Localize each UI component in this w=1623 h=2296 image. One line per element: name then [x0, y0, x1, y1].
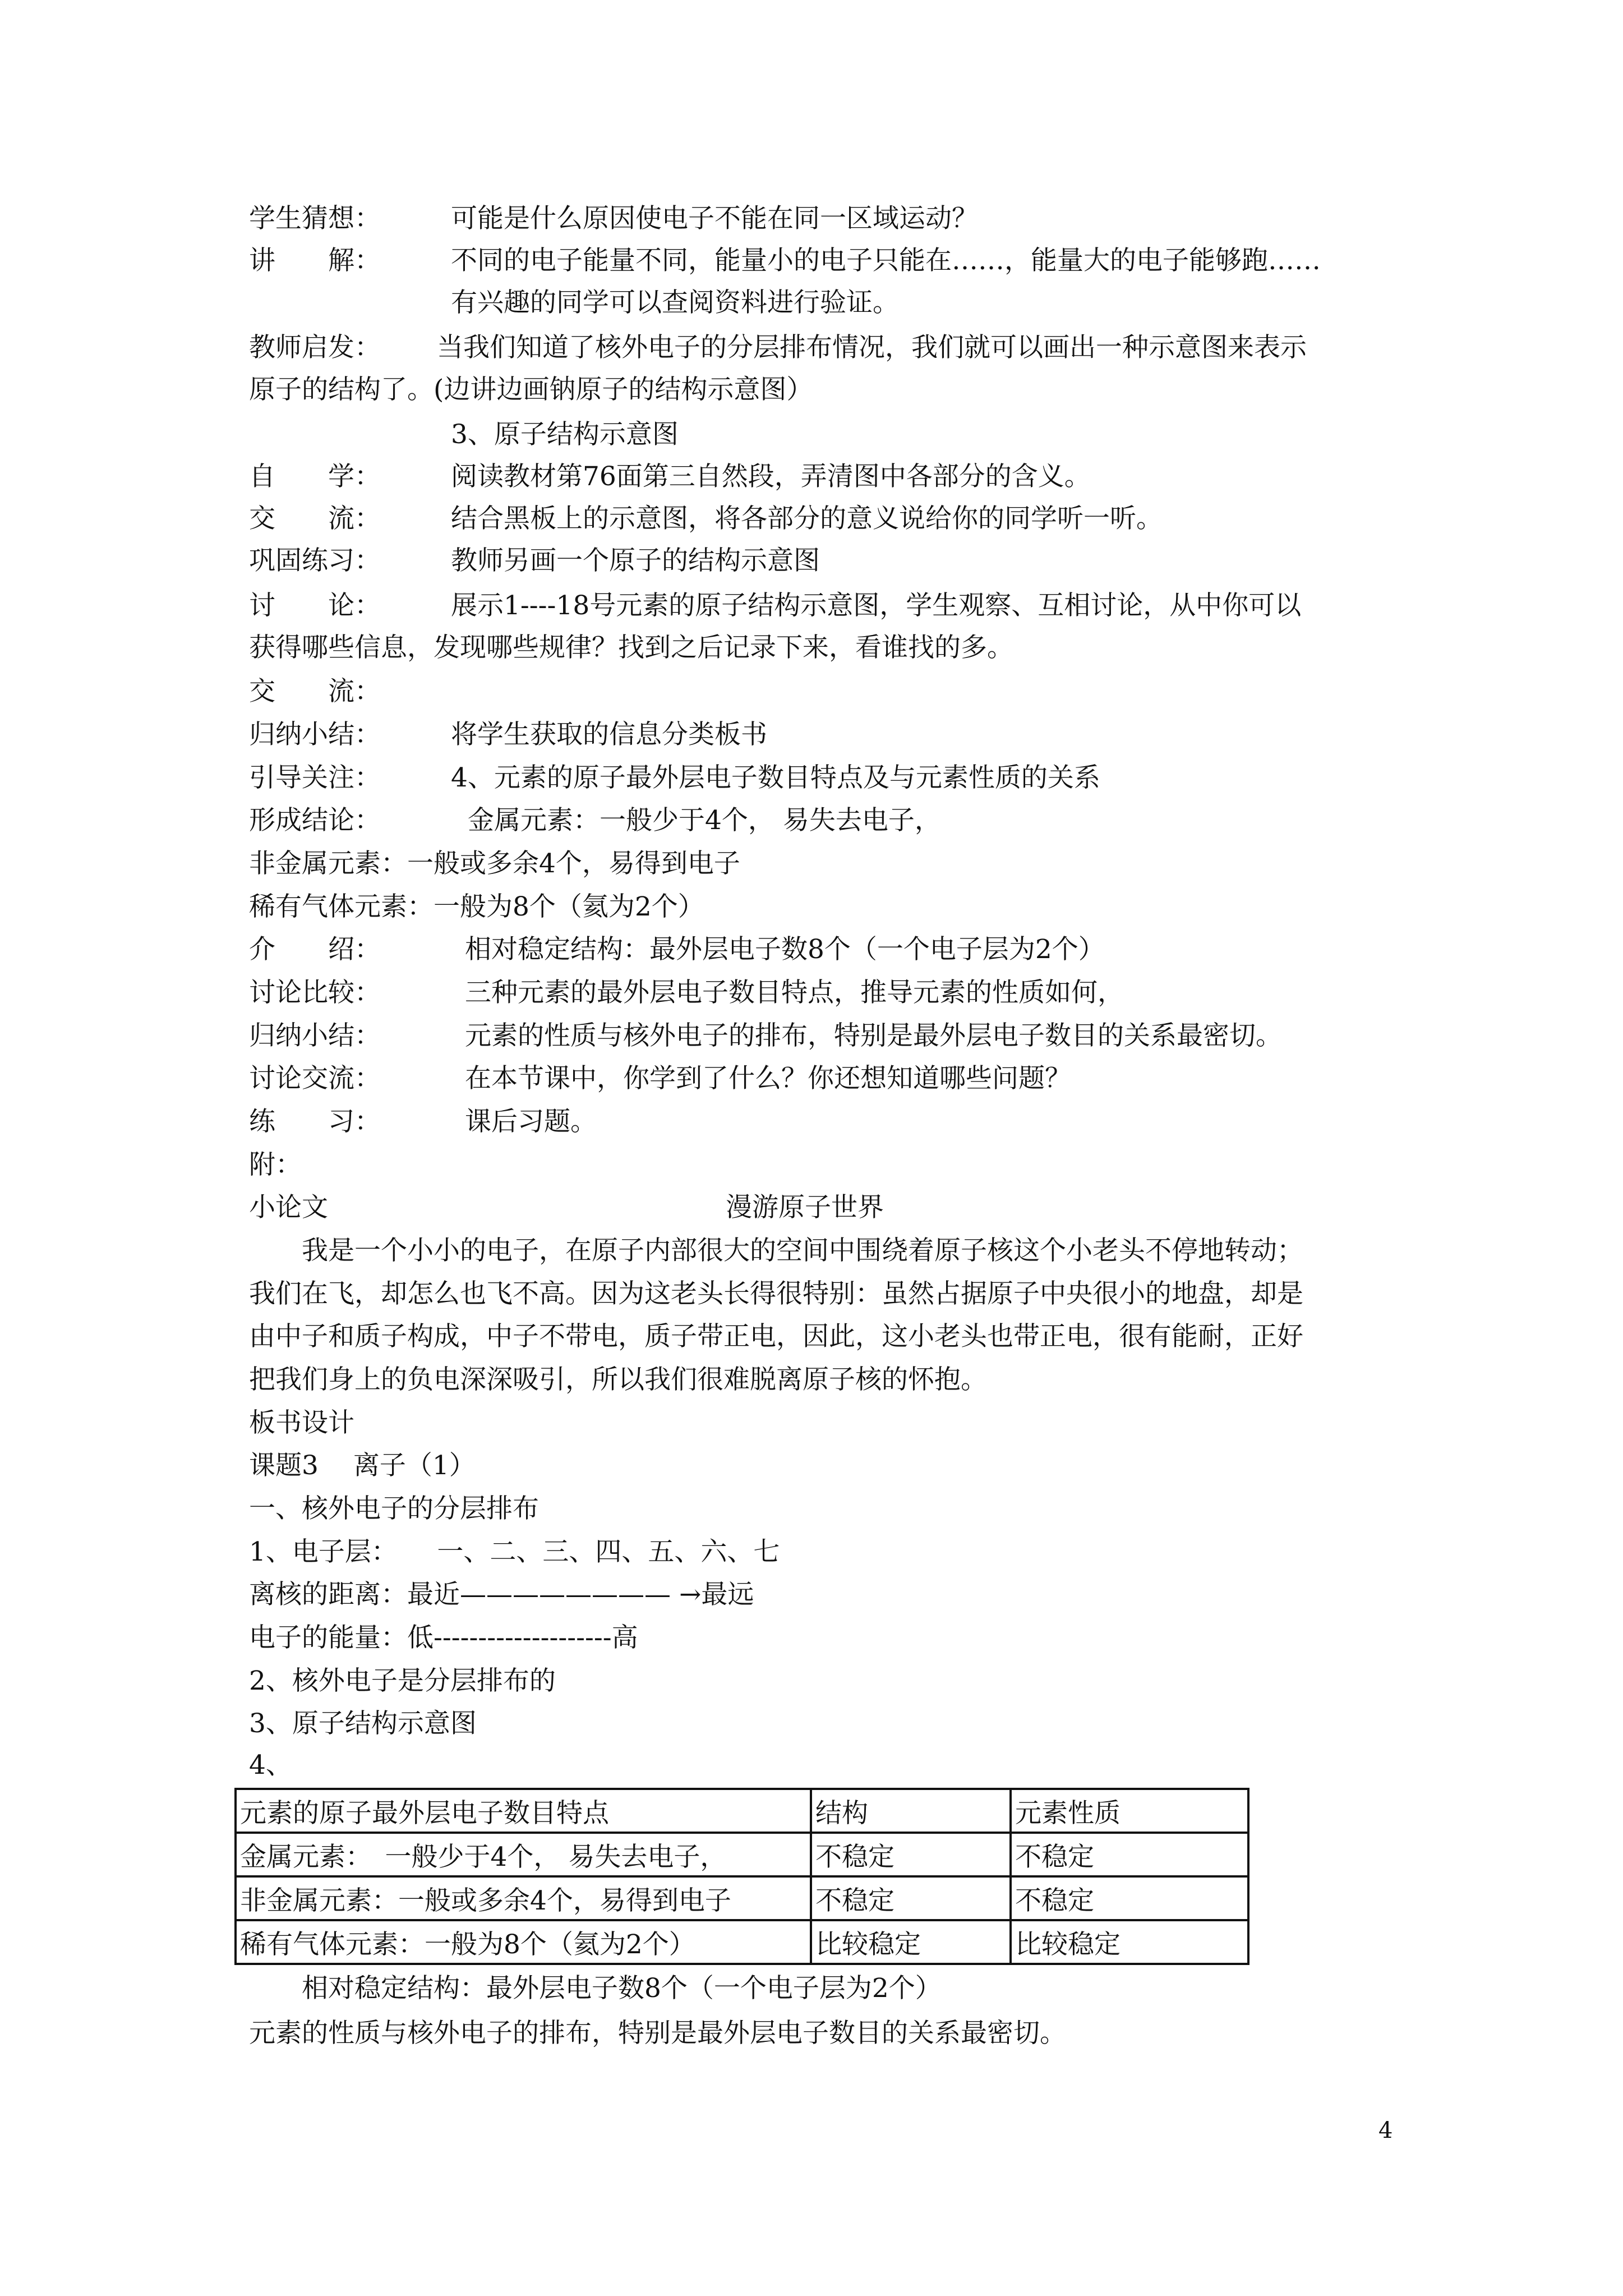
line-text: 相对稳定结构：最外层电子数8个（一个电子层为2个） — [465, 934, 1105, 965]
table-row — [236, 1876, 1248, 1920]
table-header-cell: 结构 — [811, 1789, 1011, 1833]
line-text: 电子的能量：低--------------------高 — [249, 1622, 638, 1653]
page-number: 4 — [1378, 2118, 1393, 2143]
essay-title: 漫游原子世界 — [726, 1192, 884, 1223]
text-line — [249, 973, 1427, 1013]
text-line — [249, 930, 1427, 969]
text-line — [249, 715, 1427, 754]
table-cell: 不稳定 — [811, 1876, 1011, 1920]
text-line — [249, 1404, 1427, 1443]
line-text: 元素的性质与核外电子的排布，特别是最外层电子数目的关系最密切。 — [465, 1020, 1282, 1051]
text-line — [249, 2014, 1427, 2053]
table-cell: 稀有气体元素：一般为8个（氦为2个） — [236, 1920, 811, 1964]
text-line — [249, 1059, 1427, 1098]
table-header-cell: 元素性质 — [1011, 1789, 1248, 1833]
text-line — [249, 241, 1427, 280]
table-cell: 比较稳定 — [1011, 1920, 1248, 1964]
line-text: 展示1----18号元素的原子结构示意图，学生观察、互相讨论，从中你可以 — [451, 590, 1302, 621]
table-row — [236, 1920, 1248, 1964]
line-text: 4、元素的原子最外层电子数目特点及与元素性质的关系 — [451, 762, 1100, 793]
text-line — [249, 1575, 1427, 1614]
text-line — [249, 1746, 1427, 1785]
text-line — [249, 1662, 1427, 1701]
line-text: 原子的结构了。(边讲边画钠原子的结构示意图） — [249, 374, 813, 405]
line-label: 归纳小结： — [249, 719, 381, 750]
text-line — [249, 586, 1427, 625]
line-text: 1、电子层： 一、二、三、四、五、六、七 — [249, 1536, 780, 1567]
line-label: 交 流： — [249, 503, 381, 534]
line-label: 自 学： — [249, 461, 381, 492]
text-line — [249, 370, 1427, 409]
text-line — [249, 1317, 1427, 1356]
line-label: 引导关注： — [249, 762, 381, 793]
text-line — [249, 1274, 1427, 1314]
table-row — [236, 1833, 1248, 1876]
line-text: 课题3 离子（1） — [249, 1450, 476, 1481]
line-text: 相对稳定结构：最外层电子数8个（一个电子层为2个） — [249, 1973, 942, 2004]
text-line — [249, 1360, 1427, 1400]
text-line — [249, 283, 1427, 323]
table-cell: 不稳定 — [1011, 1876, 1248, 1920]
essay-line: 我们在飞，却怎么也飞不高。因为这老头长得很特别：虽然占据原子中央很小的地盘，却是 — [249, 1278, 1303, 1309]
line-text: 金属元素：一般少于4个， 易失去电子， — [468, 805, 941, 836]
line-text: 有兴趣的同学可以查阅资料进行验证。 — [451, 287, 899, 318]
text-line — [249, 1231, 1427, 1271]
table-header-row — [236, 1789, 1248, 1833]
line-label: 归纳小结： — [249, 1020, 381, 1051]
line-text: 不同的电子能量不同，能量小的电子只能在……，能量大的电子能够跑…… — [451, 245, 1321, 276]
line-label: 教师启发： — [249, 332, 381, 363]
line-label: 形成结论： — [249, 805, 381, 836]
line-text: 非金属元素：一般或多余4个，易得到电子 — [249, 848, 740, 879]
text-line — [249, 1489, 1427, 1529]
text-line — [249, 199, 1427, 238]
text-line — [249, 628, 1427, 668]
line-text: 4、 — [249, 1750, 292, 1780]
line-label: 讨 论： — [249, 590, 381, 621]
table-cell: 比较稳定 — [811, 1920, 1011, 1964]
line-text: 将学生获取的信息分类板书 — [451, 719, 767, 750]
line-text: 当我们知道了核外电子的分层排布情况，我们就可以画出一种示意图来表示 — [437, 332, 1307, 363]
text-line — [249, 887, 1427, 927]
line-text: 三种元素的最外层电子数目特点，推导元素的性质如何， — [465, 977, 1124, 1008]
text-line — [249, 801, 1427, 840]
line-text: 2、核外电子是分层排布的 — [249, 1665, 556, 1696]
text-line — [249, 499, 1427, 539]
table-cell: 不稳定 — [1011, 1833, 1248, 1876]
line-text: 获得哪些信息，发现哪些规律？找到之后记录下来，看谁找的多。 — [249, 632, 1013, 663]
line-label: 讲 解： — [249, 245, 381, 276]
essay-line: 把我们身上的负电深深吸引，所以我们很难脱离原子核的怀抱。 — [249, 1364, 987, 1395]
essay-line: 我是一个小小的电子，在原子内部很大的空间中围绕着原子核这个小老头不停地转动； — [249, 1235, 1303, 1266]
section-heading: 3、原子结构示意图 — [451, 419, 679, 450]
line-text: 阅读教材第76面第三自然段，弄清图中各部分的含义。 — [451, 461, 1091, 492]
essay-line: 由中子和质子构成，中子不带电，质子带正电，因此，这小老头也带正电，很有能耐，正好 — [249, 1321, 1303, 1352]
line-text: 稀有气体元素：一般为8个（氦为2个） — [249, 891, 704, 922]
line-text: 可能是什么原因使电子不能在同一区域运动？ — [451, 203, 978, 234]
text-line — [249, 415, 1427, 454]
line-label: 练 习： — [249, 1106, 381, 1137]
text-line — [249, 1533, 1427, 1572]
text-line — [249, 1618, 1427, 1658]
line-text: 3、原子结构示意图 — [249, 1708, 477, 1739]
line-label: 学生猜想： — [249, 203, 381, 234]
line-label: 交 流： — [249, 676, 381, 707]
line-label: 讨论交流： — [249, 1063, 381, 1094]
table-cell: 非金属元素：一般或多余4个，易得到电子 — [236, 1876, 811, 1920]
text-line — [249, 1016, 1427, 1056]
text-line — [249, 457, 1427, 496]
text-line — [249, 844, 1427, 884]
line-text: 元素的性质与核外电子的排布，特别是最外层电子数目的关系最密切。 — [249, 2018, 1066, 2049]
summary-table — [234, 1788, 1249, 1965]
line-text: 一、核外电子的分层排布 — [249, 1493, 539, 1524]
line-label: 巩固练习： — [249, 545, 381, 576]
text-line — [249, 1102, 1427, 1142]
text-line — [249, 758, 1427, 798]
line-text: 课后习题。 — [465, 1106, 597, 1137]
text-line — [249, 1188, 1427, 1227]
text-line — [249, 541, 1427, 581]
text-line — [249, 328, 1427, 367]
table-header-cell: 元素的原子最外层电子数目特点 — [236, 1789, 811, 1833]
text-line — [249, 1145, 1427, 1185]
line-text: 在本节课中，你学到了什么？你还想知道哪些问题？ — [465, 1063, 1071, 1094]
text-line — [249, 672, 1427, 711]
line-label: 讨论比较： — [249, 977, 381, 1008]
text-line — [249, 1446, 1427, 1485]
line-text: 附： — [249, 1149, 302, 1180]
table-cell: 不稳定 — [811, 1833, 1011, 1876]
line-text: 离核的距离：最近———————— →最远 — [249, 1579, 754, 1610]
line-text: 教师另画一个原子的结构示意图 — [451, 545, 820, 576]
text-line — [249, 1704, 1427, 1743]
table-cell: 金属元素： 一般少于4个， 易失去电子， — [236, 1833, 811, 1876]
text-line — [249, 1969, 1427, 2008]
board-heading: 板书设计 — [249, 1407, 354, 1438]
essay-label: 小论文 — [249, 1192, 328, 1223]
line-label: 介 绍： — [249, 934, 381, 965]
line-text: 结合黑板上的示意图，将各部分的意义说给你的同学听一听。 — [451, 503, 1163, 534]
